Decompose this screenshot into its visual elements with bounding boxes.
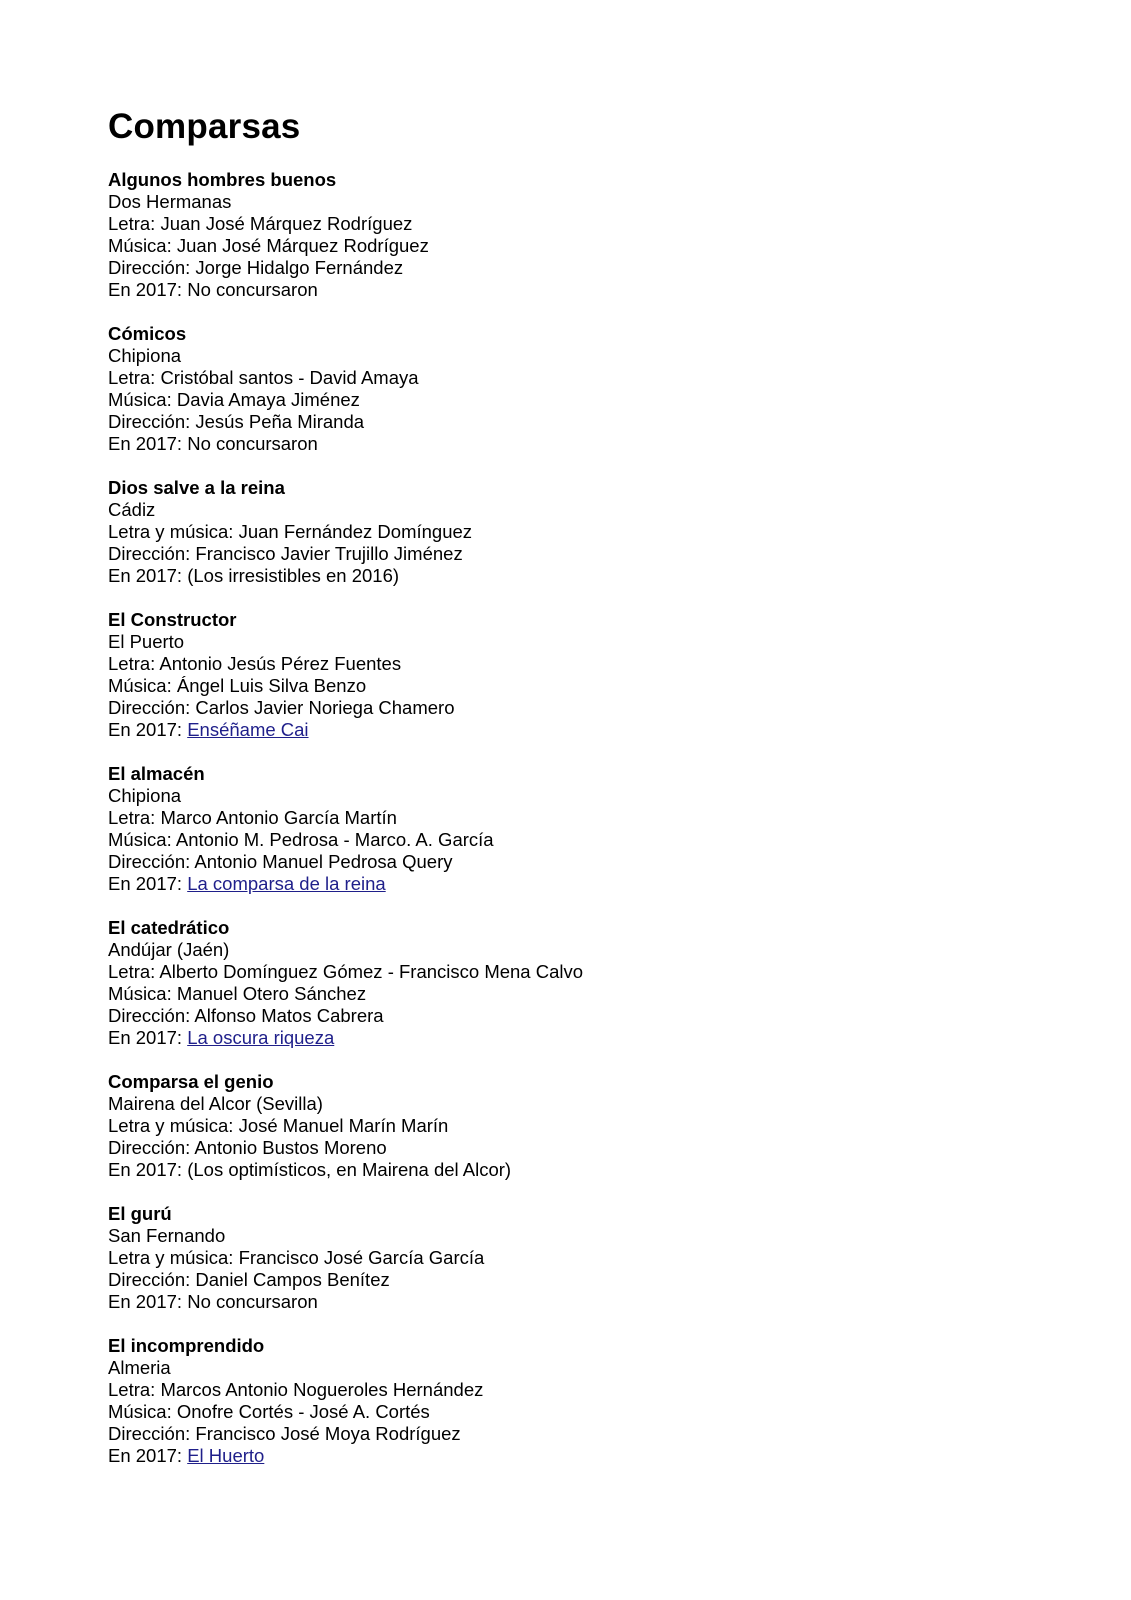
year-value: No concursaron <box>187 433 318 454</box>
comparsa-2017-line <box>108 1445 1068 1467</box>
year-value: No concursaron <box>187 1291 318 1312</box>
year-label: En 2017: <box>108 433 188 454</box>
comparsa-credit: Música: Manuel Otero Sánchez <box>108 983 367 1004</box>
work-2017-link[interactable]: La comparsa de la reina <box>187 873 386 894</box>
comparsa-credit: Letra: Alberto Domínguez Gómez - Francisco Mena Calvo <box>108 961 584 982</box>
comparsa-2017-line <box>108 1159 1068 1181</box>
comparsa-credit: Música: Onofre Cortés - José A. Cortés <box>108 1401 430 1422</box>
comparsa-place: Mairena del Alcor (Sevilla) <box>108 1093 323 1114</box>
year-value: (Los optimísticos, en Mairena del Alcor) <box>187 1159 512 1180</box>
comparsa-credit: Letra y música: José Manuel Marín Marín <box>108 1115 449 1136</box>
page-title: Comparsas <box>108 107 301 146</box>
comparsa-2017-line <box>108 279 1068 301</box>
comparsa-credit: Letra: Marcos Antonio Nogueroles Hernández <box>108 1379 484 1400</box>
year-value: (Los irresistibles en 2016) <box>187 565 400 586</box>
year-label: En 2017: <box>108 873 188 894</box>
year-label: En 2017: <box>108 1027 188 1048</box>
comparsa-name: El incomprendido <box>108 1335 265 1356</box>
comparsa-entry <box>108 477 1068 587</box>
year-label: En 2017: <box>108 1291 188 1312</box>
comparsa-2017-line <box>108 433 1068 455</box>
comparsa-2017-line <box>108 1027 1068 1049</box>
comparsa-credit: Música: Antonio M. Pedrosa - Marco. A. García <box>108 829 494 850</box>
comparsa-entry <box>108 169 1068 301</box>
comparsa-place: Dos Hermanas <box>108 191 232 212</box>
year-label: En 2017: <box>108 279 188 300</box>
comparsa-entry <box>108 1071 1068 1181</box>
comparsa-entry <box>108 1203 1068 1313</box>
comparsa-2017-line <box>108 1291 1068 1313</box>
comparsa-credit: Dirección: Jesús Peña Miranda <box>108 411 365 432</box>
year-label: En 2017: <box>108 565 188 586</box>
work-2017-link[interactable]: Enséñame Cai <box>187 719 309 740</box>
comparsa-credit: Dirección: Jorge Hidalgo Fernández <box>108 257 404 278</box>
work-2017-link[interactable]: La oscura riqueza <box>187 1027 335 1048</box>
comparsa-entry <box>108 917 1068 1049</box>
comparsa-2017-line <box>108 719 1068 741</box>
comparsa-credit: Música: Juan José Márquez Rodríguez <box>108 235 429 256</box>
work-2017-link[interactable]: El Huerto <box>187 1445 265 1466</box>
comparsa-credit: Letra: Antonio Jesús Pérez Fuentes <box>108 653 402 674</box>
comparsa-name: El gurú <box>108 1203 172 1224</box>
year-label: En 2017: <box>108 1445 188 1466</box>
comparsa-name: Dios salve a la reina <box>108 477 285 498</box>
comparsa-credit: Dirección: Francisco Javier Trujillo Jiménez <box>108 543 463 564</box>
comparsa-credit: Letra: Cristóbal santos - David Amaya <box>108 367 419 388</box>
comparsa-place: El Puerto <box>108 631 185 652</box>
comparsa-credit: Letra y música: Juan Fernández Domínguez <box>108 521 473 542</box>
comparsa-place: San Fernando <box>108 1225 226 1246</box>
comparsa-credit: Dirección: Daniel Campos Benítez <box>108 1269 390 1290</box>
comparsa-name: El catedrático <box>108 917 230 938</box>
comparsa-place: Chipiona <box>108 785 182 806</box>
comparsa-credit: Dirección: Carlos Javier Noriega Chamero <box>108 697 455 718</box>
comparsa-credit: Dirección: Alfonso Matos Cabrera <box>108 1005 384 1026</box>
year-label: En 2017: <box>108 719 188 740</box>
document-page <box>108 104 1068 1489</box>
comparsa-name: Comparsa el genio <box>108 1071 274 1092</box>
comparsa-entry <box>108 609 1068 741</box>
year-value: No concursaron <box>187 279 318 300</box>
comparsa-entry <box>108 763 1068 895</box>
comparsa-place: Cádiz <box>108 499 156 520</box>
comparsa-name: Cómicos <box>108 323 187 344</box>
comparsa-credit: Letra y música: Francisco José García García <box>108 1247 485 1268</box>
comparsa-credit: Dirección: Antonio Manuel Pedrosa Query <box>108 851 453 872</box>
comparsa-credit: Dirección: Antonio Bustos Moreno <box>108 1137 387 1158</box>
comparsa-entry <box>108 1335 1068 1467</box>
comparsa-entry <box>108 323 1068 455</box>
comparsa-place: Andújar (Jaén) <box>108 939 230 960</box>
comparsa-name: El Constructor <box>108 609 237 630</box>
year-label: En 2017: <box>108 1159 188 1180</box>
comparsa-list <box>108 169 1068 1467</box>
comparsa-place: Chipiona <box>108 345 182 366</box>
comparsa-credit: Letra: Marco Antonio García Martín <box>108 807 397 828</box>
comparsa-credit: Letra: Juan José Márquez Rodríguez <box>108 213 413 234</box>
comparsa-name: El almacén <box>108 763 205 784</box>
comparsa-credit: Música: Davia Amaya Jiménez <box>108 389 360 410</box>
comparsa-2017-line <box>108 565 1068 587</box>
comparsa-credit: Música: Ángel Luis Silva Benzo <box>108 675 367 696</box>
comparsa-2017-line <box>108 873 1068 895</box>
comparsa-place: Almeria <box>108 1357 171 1378</box>
comparsa-credit: Dirección: Francisco José Moya Rodríguez <box>108 1423 461 1444</box>
comparsa-name: Algunos hombres buenos <box>108 169 337 190</box>
